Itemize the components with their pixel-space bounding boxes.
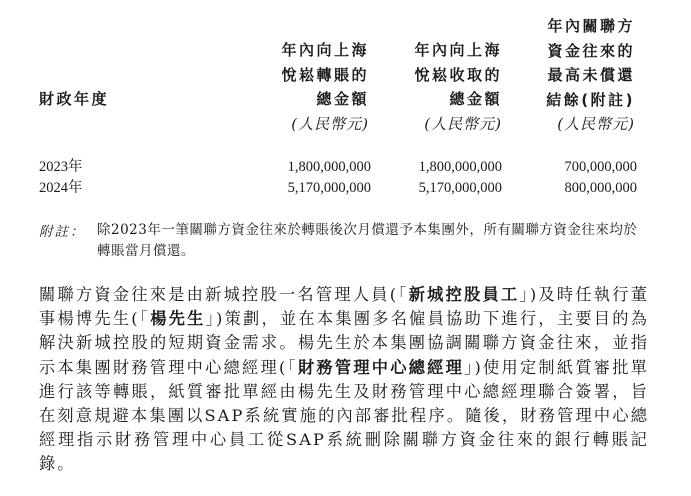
defined-term: 楊先生 [150,309,206,329]
table-cell: 1,800,000,000 [287,159,371,175]
defined-term: 財務管理中心總經理 [297,357,465,377]
column-header-max-outstanding: 年內關聯方 資金往來的 最高未償還 結餘(附註) (人民幣元) [546,17,635,133]
column-header-received-total: 年內向上海 悅崧收取的 總金額 (人民幣元) [414,41,502,133]
note-text: 除2023年一筆關聯方資金往來於轉賬後次月償還予本集團外，所有關聯方資金往來均於轉賬當月償還。 [97,222,638,259]
table-cell: 5,170,000,000 [287,180,371,196]
table-row-year: 2024年 [39,180,83,196]
row-header-fiscal-year: 財政年度 [39,90,110,108]
note-label: 附註： [39,224,86,240]
body-paragraph: 關聯方資金往來是由新城控股一名管理人員(「新城控股員工」)及時任執行董事楊博先生(「楊先生」)策劃，並在本集團多名僱員協助下進行，主要目的為解決新城控股的短期資金需求。楊先生於本集團協調關聯方資金往來，並指示本集團財務管理中心總經理(「財務管理中心總經理」)使用定制紙質審批單進行該等轉賬，紙質審批單經由楊先生及財務管理中心總經理聯合簽署，旨在刻意規避本集團以SAP系統實施的內部審批程序。隨後，財務管理中心總經理指示財務管理中心員工從SAP系統刪除關聯方資金往來的銀行轉賬記錄。 [39,285,649,474]
table-cell: 700,000,000 [564,159,637,175]
defined-term: 新城控股員工 [408,285,520,304]
table-cell: 5,170,000,000 [418,180,502,196]
table-cell: 800,000,000 [564,180,637,196]
column-header-transfer-total: 年內向上海 悅崧轉賬的 總金額 (人民幣元) [281,41,369,133]
table-cell: 1,800,000,000 [418,159,502,175]
table-row-year: 2023年 [39,159,83,175]
